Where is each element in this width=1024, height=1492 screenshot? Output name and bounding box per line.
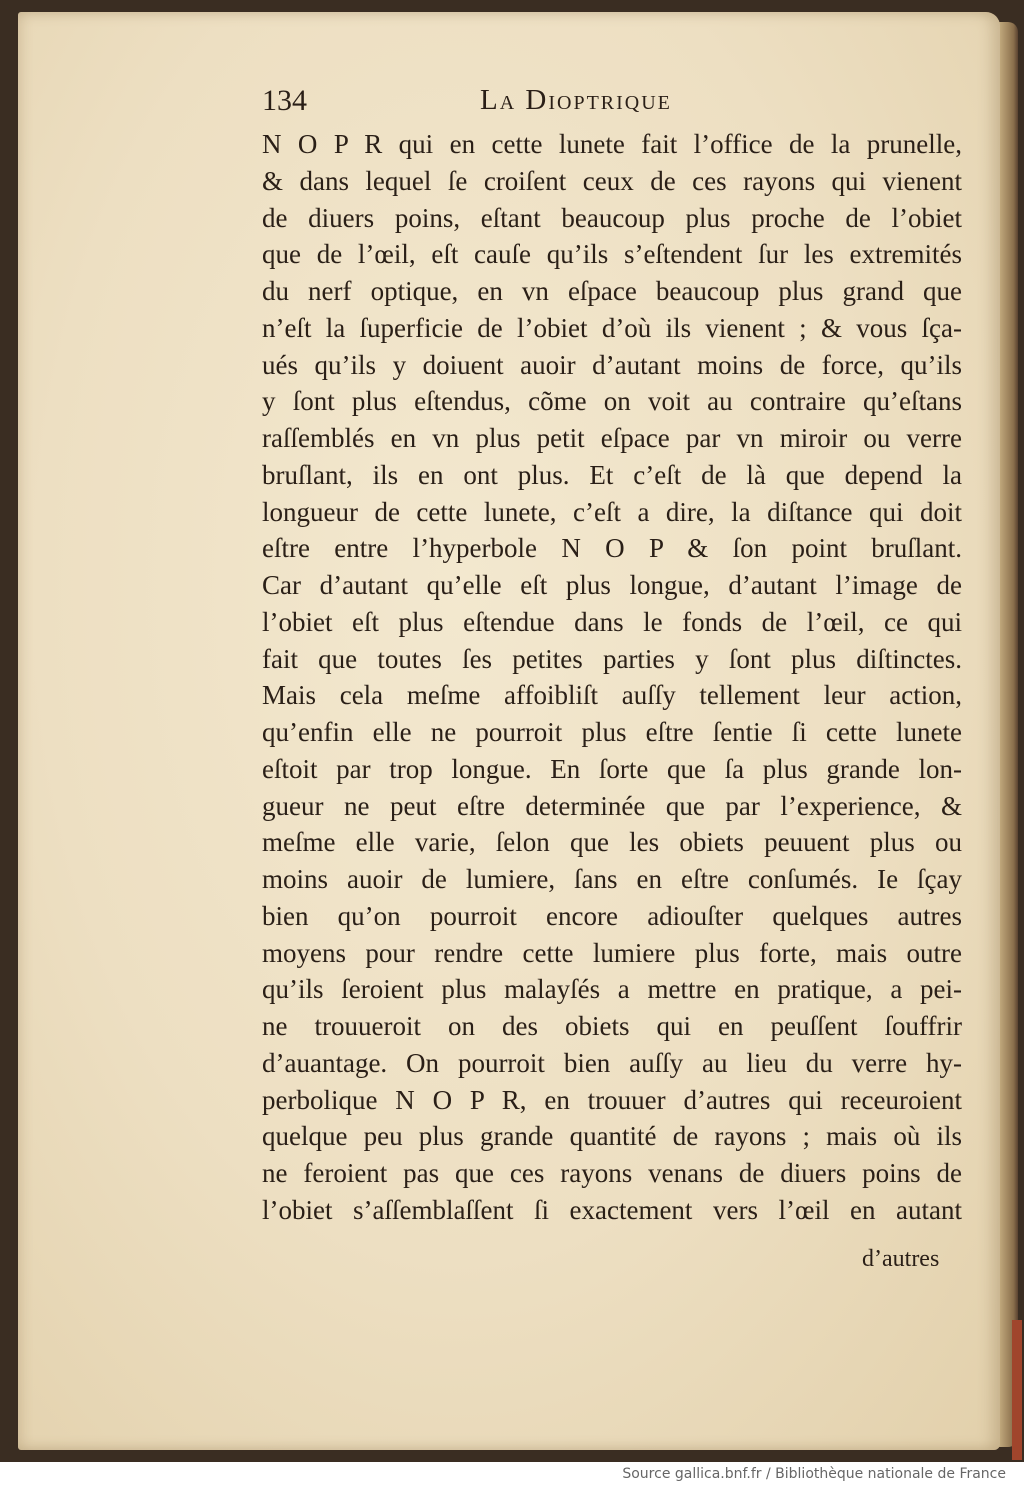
text-line: perbolique N O P R, en trouuer d’autres qui receuroient [262,1084,962,1115]
text-line: gueur ne peut eſtre determinée que par l’experience, & [262,790,962,821]
text-line: d’auantage. On pourroit bien auſſy au lieu du verre hy- [262,1047,962,1078]
text-line: N O P R qui en cette lunete fait l’office de la prunelle, [262,129,962,159]
text-line: que de l’œil, eſt cauſe qu’ils s’eſtendent ſur les extremités [262,239,962,270]
text-line: qu’ils ſeroient plus malayſés a mettre en pratique, a pei- [262,974,962,1005]
text-line: ne feroient pas que ces rayons venans de diuers poins de [262,1158,962,1188]
running-head [262,84,962,120]
text-line: du nerf optique, en vn eſpace beaucoup plus grand que [262,276,962,306]
text-line: l’obiet eſt plus eſtendue dans le fonds de l’œil, ce qui [262,606,962,637]
text-line: eſtre entre l’hyperbole N O P & ſon point bruſlant. [262,533,962,564]
text-line: bruſlant, ils en ont plus. Et c’eſt de là que depend la [262,459,962,490]
source-credit: Source gallica.bnf.fr / Bibliothèque nationale de France [622,1466,1006,1482]
text-line: moins auoir de lumiere, ſans en eſtre conſumés. Ie ſçay [262,864,962,894]
text-line: quelque peu plus grande quantité de rayons ; mais où ils [262,1121,962,1152]
text-line: de diuers poins, eſtant beaucoup plus proche de l’obiet [262,202,962,233]
page-number: 134 [262,84,307,117]
text-line: Car d’autant qu’elle eſt plus longue, d’autant l’image de [262,570,962,600]
text-line: moyens pour rendre cette lumiere plus forte, mais outre [262,937,962,968]
catchword: d’autres [862,1246,940,1272]
text-line: l’obiet s’aſſemblaſſent ſi exactement vers l’œil en autant [262,1194,962,1225]
text-line: ne trouueroit on des obiets qui en peuſſent ſouffrir [262,1011,962,1041]
running-head-title: La Dioptrique [480,84,672,116]
text-line: fait que toutes ſes petites parties y ſont plus diſtinctes. [262,643,962,674]
text-line: ués qu’ils y doiuent auoir d’autant moins de force, qu’ils [262,349,962,380]
text-line: n’eſt la ſuperficie de l’obiet d’où ils vienent ; & vous ſça- [262,312,962,343]
text-line: y ſont plus eſtendus, cõme on voit au contraire qu’eſtans [262,386,962,417]
body-text [262,126,962,1229]
text-line: Mais cela meſme affoibliſt auſſy tellement leur action, [262,680,962,711]
text-line: longueur de cette lunete, c’eſt a dire, la diſtance qui doit [262,496,962,527]
text-line: bien qu’on pourroit encore adiouſter quelques autres [262,900,962,931]
text-line: raſſemblés en vn plus petit eſpace par vn miroir ou verre [262,423,962,453]
footer-bar [0,1462,1024,1492]
binding-edge [1012,1320,1022,1460]
text-line: & dans lequel ſe croiſent ceux de ces rayons qui vienent [262,165,962,196]
text-line: eſtoit par trop longue. En ſorte que ſa plus grande lon- [262,753,962,784]
text-line: qu’enfin elle ne pourroit plus eſtre ſentie ſi cette lunete [262,717,962,747]
text-line: meſme elle varie, ſelon que les obiets peuuent plus ou [262,827,962,858]
